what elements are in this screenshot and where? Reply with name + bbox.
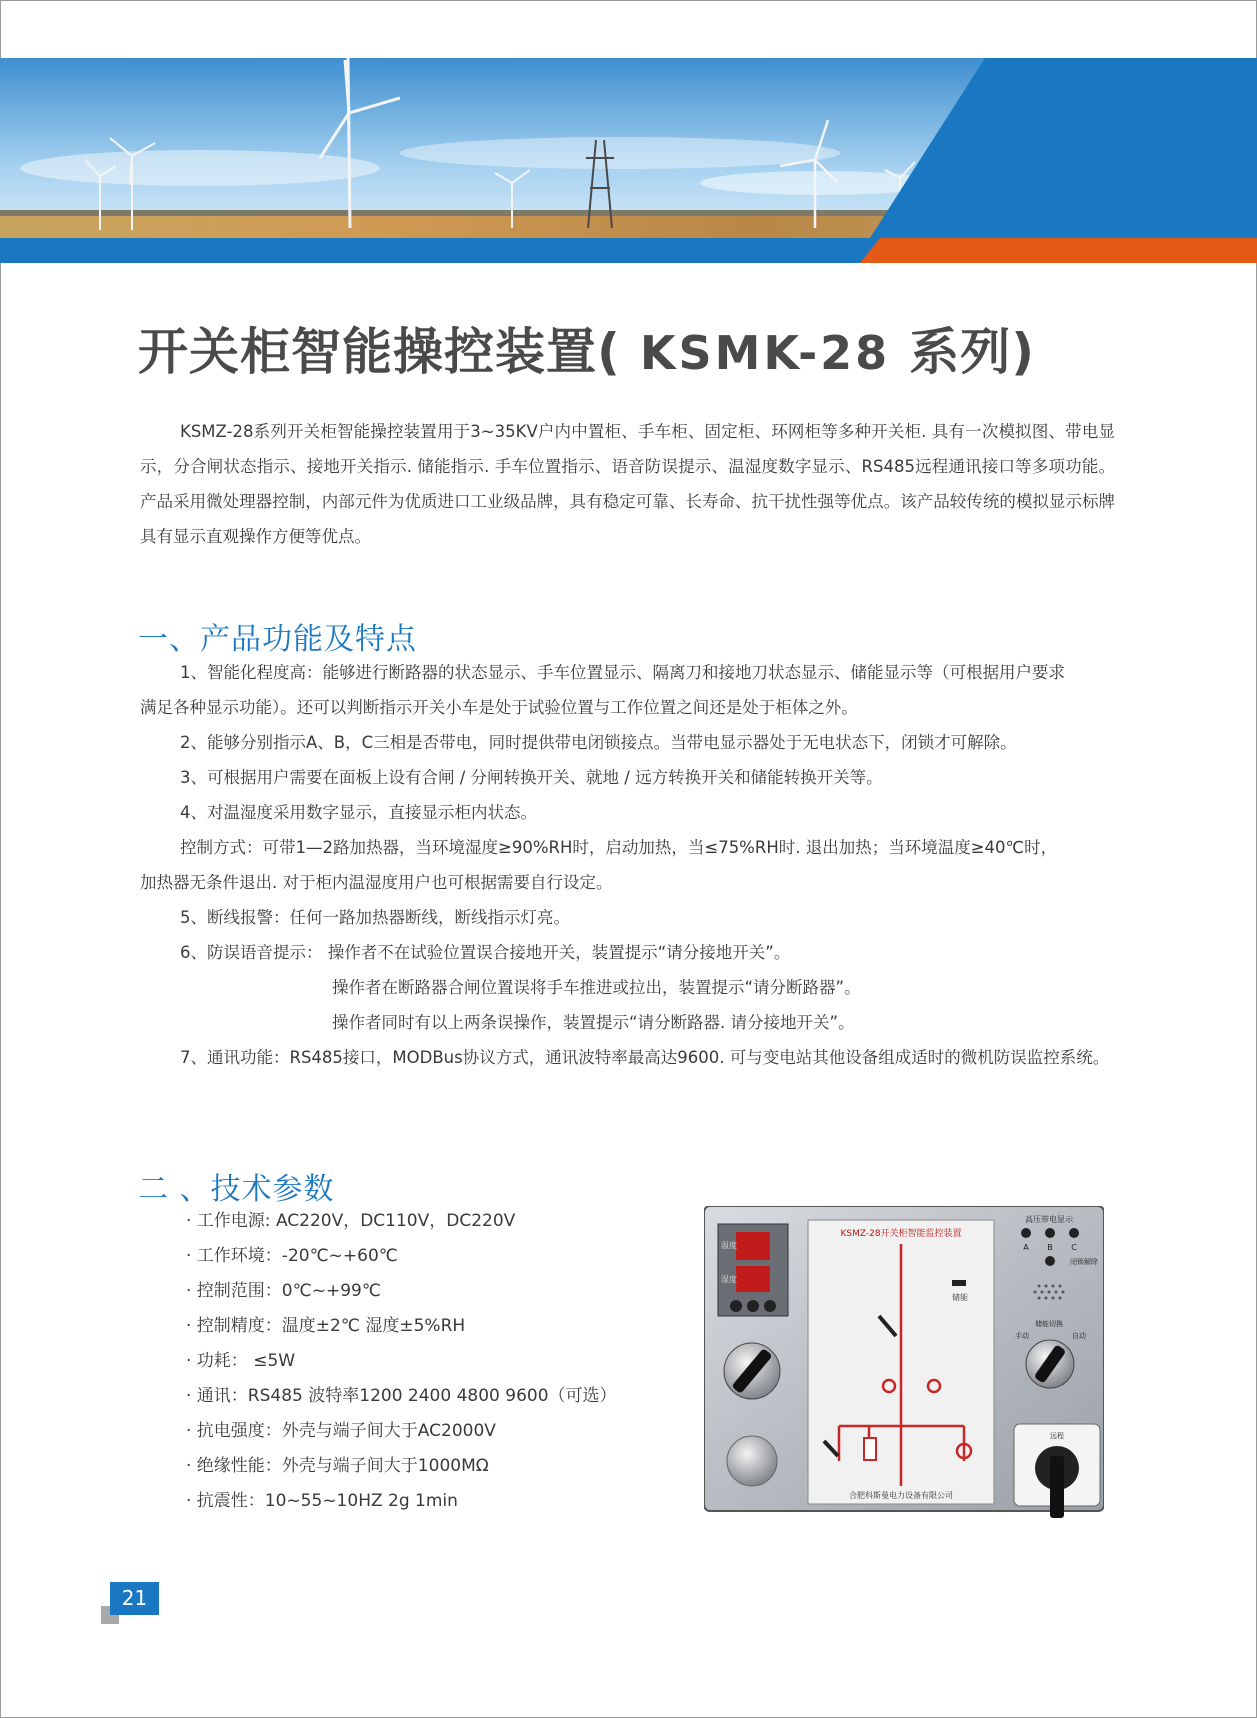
feature-line: 满足各种显示功能）。还可以判断指示开关小车是处于试验位置与工作位置之间还是处于柜体之外。 [140,698,858,717]
switch-label: 储能切换 [1035,1320,1063,1328]
feature-line: 7、通讯功能：RS485接口，MODBus协议方式，通讯波特率最高达9600. 可与变电站其他设备组成适时的微机防误监控系统。 [180,1048,1110,1067]
indicator-title: 高压带电显示 [1025,1215,1073,1224]
feature-line: 控制方式：可带1—2路加热器，当环境湿度≥90%RH时，启动加热，当≤75%RH时. 退出加热；当环境温度≥40℃时， [180,838,1058,857]
page-number: 21 [110,1582,159,1615]
param-row: · 抗震性：10~55~10HZ 2g 1min [186,1491,458,1511]
feature-line: 6、防误语音提示： 操作者不在试验位置误合接地开关，装置提示“请分接地开关”。 [180,943,791,962]
rotary-label: 远程 [1050,1432,1064,1440]
phase-c: C [1071,1243,1077,1252]
title-model: KSMK-28 [620,326,910,380]
page-title [138,312,1035,384]
feature-line: 操作者同时有以上两条误操作，装置提示“请分断路器. 请分接地开关”。 [332,1013,855,1032]
intro-paragraph [140,414,1115,554]
header-banner [0,58,1257,263]
phase-b: B [1047,1243,1053,1252]
intro-text: KSMZ-28系列开关柜智能操控装置用于3~35KV户内中置柜、手车柜、固定柜、环网柜等多种开关柜. 具有一次模拟图、带电显示，分合闸状态指示、接地开关指示. 储能指示. 手车位置指示、语音防误提示、温湿度数字显示、RS485远程通讯接口等多项功能。产品采用微处理器控制，内部元件为优质进口工业级品牌，具有稳定可靠、长寿命、抗干扰性强等优点。该产品较传统的模拟显示标牌具有显示直观操作方便等优点。 [140,422,1115,546]
temp-label: 温度 [721,1241,737,1250]
device-panel-illustration [704,1206,1104,1524]
store-label: 储能 [952,1293,968,1302]
param-row: · 控制范围：0℃~+99℃ [186,1281,381,1301]
manual-label: 手动 [1015,1332,1029,1340]
device-bottom-label: 合肥科斯曼电力设备有限公司 [849,1491,953,1500]
device-photo [704,1206,1104,1524]
feature-line: 2、能够分别指示A、B，C三相是否带电，同时提供带电闭锁接点。当带电显示器处于无电状态下，闭锁才可解除。 [180,733,1017,752]
param-row: · 工作环境：-20℃~+60℃ [186,1246,398,1266]
param-row: · 功耗： ≤5W [186,1351,296,1371]
section-heading-params: 二 、技术参数 [138,1172,335,1207]
device-top-label: KSMZ-28开关柜智能监控装置 [840,1229,962,1239]
title-tail: 系列) [909,323,1036,381]
param-row: · 绝缘性能：外壳与端子间大于1000MΩ [186,1456,489,1476]
tech-params-list [186,1204,617,1519]
feature-line: 操作者在断路器合闸位置误将手车推进或拉出，装置提示“请分断路器”。 [332,978,861,997]
lock-label: 闭锁解除 [1070,1258,1098,1266]
humidity-label: 湿度 [721,1275,737,1284]
feature-line: 4、对温湿度采用数字显示，直接显示柜内状态。 [180,803,537,822]
param-row: · 工作电源: AC220V，DC110V，DC220V [186,1211,516,1231]
param-row: · 通讯：RS485 波特率1200 2400 4800 9600（可选） [186,1386,617,1406]
feature-line: 3、可根据用户需要在面板上设有合闸 / 分闸转换开关、就地 / 远方转换开关和储能转换开关等。 [180,768,883,787]
param-row: · 控制精度：温度±2℃ 湿度±5%RH [186,1316,466,1336]
title-main: 开关柜智能操控装置( [138,323,621,381]
wind-farm-banner-image [0,58,1257,263]
feature-line: 加热器无条件退出. 对于柜内温湿度用户也可根据需要自行设定。 [140,873,613,892]
auto-label: 自动 [1072,1332,1086,1340]
param-row: · 抗电强度：外壳与端子间大于AC2000V [186,1421,496,1441]
phase-a: A [1023,1243,1029,1252]
section-heading-features: 一、产品功能及特点 [138,622,417,657]
features-list [140,655,1115,1075]
feature-line: 5、断线报警：任何一路加热器断线，断线指示灯亮。 [180,908,570,927]
feature-line: 1、智能化程度高：能够进行断路器的状态显示、手车位置显示、隔离刀和接地刀状态显示、储能显示等（可根据用户要求 [180,663,1065,682]
